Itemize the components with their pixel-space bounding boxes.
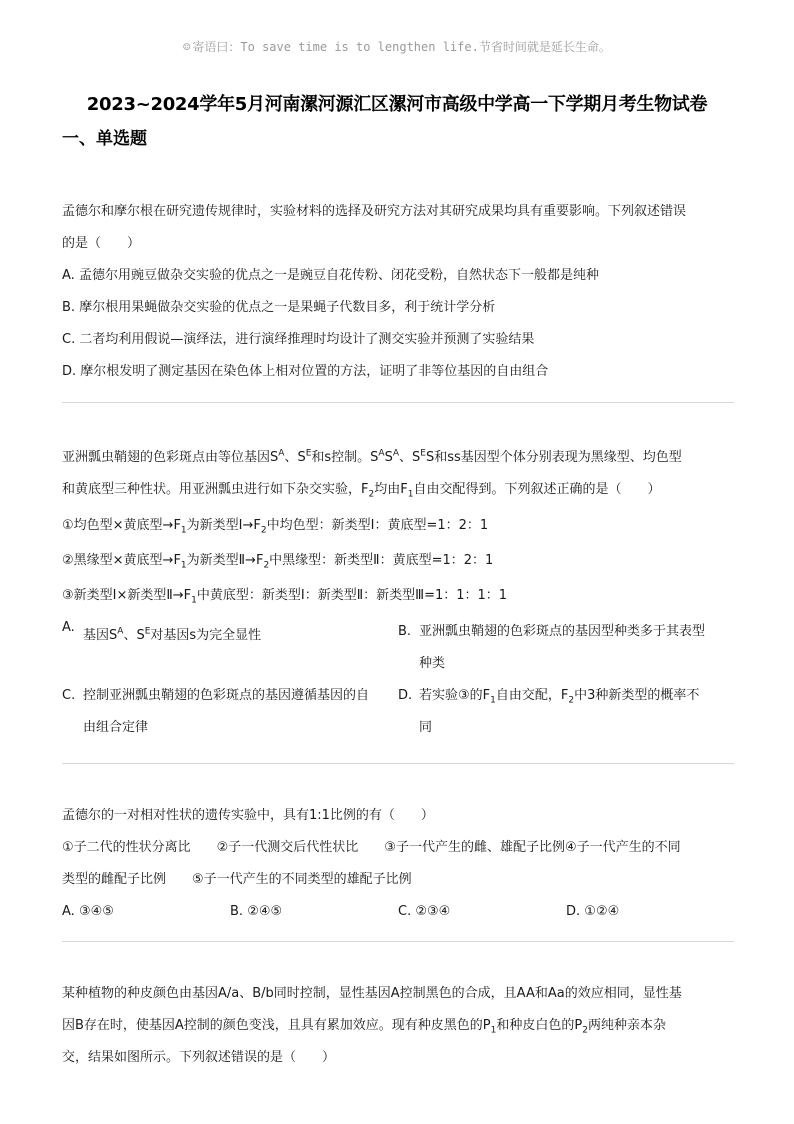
option-b: B. 亚洲瓢虫鞘翅的色彩斑点的基因型种类多于其表型 种类 [398,624,706,671]
question-stem: 交，结果如图所示。下列叙述错误的是（ ） [62,1050,336,1065]
question-items: ①子二代的性状分离比 ②子一代测交后代性状比 ③子一代产生的雌、雄配子比例④子一代产生的不同 [62,840,681,855]
question-stem: 孟德尔的一对相对性状的遗传实验中，具有1:1比例的有（ ） [62,808,434,823]
experiment-2: ②黑缘型×黄底型$\to F_1$为新类型$Ⅱ\to F_2$中黑缘型：新类型Ⅱ：黄底型=1：2：1 [62,553,494,571]
section-heading: 一、单选题 [62,129,147,149]
option-a: A. 孟德尔用豌豆做杂交实验的优点之一是豌豆自花传粉、闭花受粉，自然状态下一般都是纯种 [62,268,599,283]
option-a: A. 基因$S^A$、$S^E$对基因s为完全显性 [62,620,262,643]
options-row [62,896,734,928]
question-stem: 和黄底型三种性状。用亚洲瓢虫进行如下杂交实验，$F_2$均由$F_1$自由交配得到。下列叙述正确的是（ ） [62,482,661,500]
option-a: A. ③④⑤ [62,904,114,919]
question-3 [62,800,734,928]
option-c: C. 二者均利用假说—演绎法，进行演绎推理时均设计了测交实验并预测了实验结果 [62,332,535,347]
experiment-3: ③新类型Ⅰ×新类型$Ⅱ\to F_1$中黄底型：新类型Ⅰ：新类型Ⅱ：新类型Ⅲ=1：1：1：1 [62,588,508,606]
question-stem: 某种植物的种皮颜色由基因A/a、B/b同时控制，显性基因A控制黑色的合成，且AA和Aa的效应相同，显性基 [62,986,682,1001]
divider [62,763,734,764]
option-d: D. ①②④ [566,904,620,919]
question-stem: 亚洲瓢虫鞘翅的色彩斑点由等位基因$S^A$、$S^E$和s控制。$S^AS^A$、$S^ES$和ss基因型个体分别表现为黑缘型、均色型 [62,448,682,465]
divider [62,941,734,942]
smile-icon: ☺ [183,40,191,54]
question-1 [62,196,734,388]
question-stem: 孟德尔和摩尔根在研究遗传规律时，实验材料的选择及研究方法对其研究成果均具有重要影响。下列叙述错误 [62,204,687,219]
question-items: 类型的雌配子比例 ⑤子一代产生的不同类型的雄配子比例 [62,872,412,887]
motto-line [0,38,794,55]
option-b: B. ②④⑤ [230,904,283,919]
options-grid [62,616,734,744]
question-4 [62,978,734,1074]
page-title: 2023~2024学年5月河南漯河源汇区漯河市高级中学高一下学期月考生物试卷 [86,94,708,115]
experiment-1: ①均色型×黄底型$\to F_1$为新类型$Ⅰ\to F_2$中均色型：新类型Ⅰ：黄底型=1：2：1 [62,518,489,536]
option-c: C. ②③④ [398,904,451,919]
option-c: C. 控制亚洲瓢虫鞘翅的色彩斑点的基因遵循基因的自 由组合定律 [62,688,370,735]
question-2 [62,442,734,744]
motto-text: 寄语曰：To save time is to lengthen life.节省时间就是延长生命。 [192,40,611,54]
option-d: D. 摩尔根发明了测定基因在染色体上相对位置的方法，证明了非等位基因的自由组合 [62,364,549,379]
question-stem: 因B存在时，使基因A控制的颜色变浅，且具有累加效应。现有种皮黑色的$P_1$和种皮白色的$P_2$两纯种亲本杂 [62,1018,666,1036]
divider [62,402,734,403]
question-stem: 的是（ ） [62,236,141,251]
option-b: B. 摩尔根用果蝇做杂交实验的优点之一是果蝇子代数目多，利于统计学分析 [62,300,496,315]
option-d: D. 若实验③的$F_1$自由交配，$F_2$中3种新类型的概率不 同 [398,688,700,735]
